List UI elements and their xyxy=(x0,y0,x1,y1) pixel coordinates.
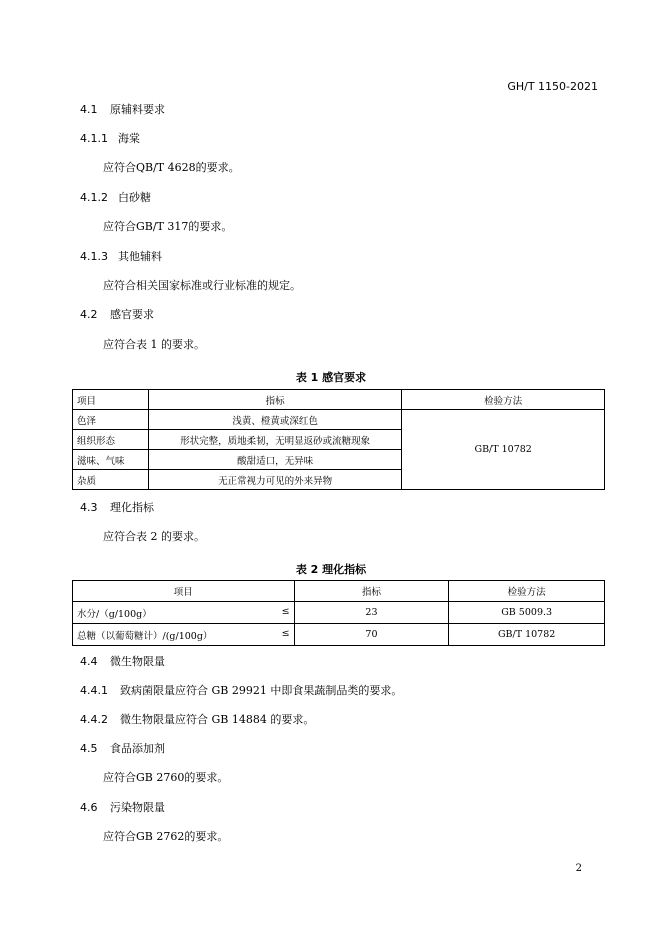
cell-spec: 无正常视力可见的外来异物 xyxy=(148,470,401,490)
section-number: 4.4.2 xyxy=(80,713,108,726)
paragraph-4-3: 应符合表 2 的要求。 xyxy=(103,530,205,543)
section-title: 微生物限量 xyxy=(110,655,165,668)
header-spec: 指标 xyxy=(294,581,449,602)
table-row xyxy=(73,602,605,624)
clause-4-4-1 xyxy=(80,682,402,698)
heading-4-5 xyxy=(80,740,165,756)
section-number: 4.4.1 xyxy=(80,684,108,697)
heading-4-4 xyxy=(80,653,165,669)
heading-4-1-1 xyxy=(80,130,140,146)
paragraph-4-6: 应符合GB 2762的要求。 xyxy=(103,830,229,843)
cell-method: GB/T 10782 xyxy=(449,624,605,646)
item-label: 水分/（g/100g） xyxy=(77,608,152,620)
paragraph-4-5: 应符合GB 2760的要求。 xyxy=(103,771,229,784)
header-item: 项目 xyxy=(73,390,149,410)
table-header-row xyxy=(73,581,605,602)
clause-4-4-2 xyxy=(80,711,314,727)
section-number: 4.1.2 xyxy=(80,191,108,204)
cell-item xyxy=(73,602,295,624)
section-title: 原辅料要求 xyxy=(110,103,165,116)
less-equal-symbol: ≤ xyxy=(281,605,290,617)
paragraph-4-1-1: 应符合QB/T 4628的要求。 xyxy=(103,161,240,174)
header-method: 检验方法 xyxy=(449,581,605,602)
section-title: 海棠 xyxy=(118,132,140,145)
table-physicochemical-indices xyxy=(72,580,605,646)
cell-method: GB/T 10782 xyxy=(402,410,605,490)
paragraph-4-1-2: 应符合GB/T 317的要求。 xyxy=(103,220,233,233)
section-title: 其他辅料 xyxy=(118,250,162,263)
clause-text: 致病菌限量应符合 GB 29921 中即食果蔬制品类的要求。 xyxy=(120,684,403,697)
cell-value: 23 xyxy=(294,602,449,624)
section-number: 4.2 xyxy=(80,308,98,321)
cell-item: 组织形态 xyxy=(73,430,149,450)
cell-spec: 浅黄、橙黄或深红色 xyxy=(148,410,401,430)
header-item: 项目 xyxy=(73,581,295,602)
section-title: 白砂糖 xyxy=(118,191,151,204)
table-row xyxy=(73,410,605,430)
table-row xyxy=(73,624,605,646)
header-method: 检验方法 xyxy=(402,390,605,410)
table1-caption: 表 1 感官要求 xyxy=(295,371,367,384)
section-number: 4.3 xyxy=(80,501,98,514)
clause-text: 微生物限量应符合 GB 14884 的要求。 xyxy=(120,713,315,726)
section-title: 污染物限量 xyxy=(110,801,165,814)
cell-spec: 形状完整，质地柔韧，无明显返砂或流糖现象 xyxy=(148,430,401,450)
table-header-row xyxy=(73,390,605,410)
heading-4-2 xyxy=(80,306,154,322)
section-number: 4.1.1 xyxy=(80,132,108,145)
heading-4-1-2 xyxy=(80,189,151,205)
cell-item: 杂质 xyxy=(73,470,149,490)
cell-method: GB 5009.3 xyxy=(449,602,605,624)
cell-item xyxy=(73,624,295,646)
section-title: 食品添加剂 xyxy=(110,742,165,755)
section-number: 4.5 xyxy=(80,742,98,755)
heading-4-6 xyxy=(80,799,165,815)
cell-value: 70 xyxy=(294,624,449,646)
heading-4-1-3 xyxy=(80,248,162,264)
document-code: GH/T 1150-2021 xyxy=(507,80,598,93)
cell-item: 色泽 xyxy=(73,410,149,430)
section-number: 4.4 xyxy=(80,655,98,668)
cell-item: 滋味、气味 xyxy=(73,450,149,470)
section-number: 4.1.3 xyxy=(80,250,108,263)
table-sensory-requirements xyxy=(72,389,605,490)
page-number: 2 xyxy=(575,863,582,874)
heading-4-3 xyxy=(80,499,154,515)
header-spec: 指标 xyxy=(148,390,401,410)
section-number: 4.1 xyxy=(80,103,98,116)
paragraph-4-1-3: 应符合相关国家标准或行业标准的规定。 xyxy=(103,279,301,292)
less-equal-symbol: ≤ xyxy=(281,627,290,639)
paragraph-4-2: 应符合表 1 的要求。 xyxy=(103,338,205,351)
section-number: 4.6 xyxy=(80,801,98,814)
section-title: 理化指标 xyxy=(110,501,154,514)
section-title: 感官要求 xyxy=(110,308,154,321)
cell-spec: 酸甜适口，无异味 xyxy=(148,450,401,470)
heading-4-1 xyxy=(80,101,165,117)
item-label: 总糖（以葡萄糖计）/(g/100g） xyxy=(77,630,213,642)
table2-caption: 表 2 理化指标 xyxy=(295,563,367,576)
